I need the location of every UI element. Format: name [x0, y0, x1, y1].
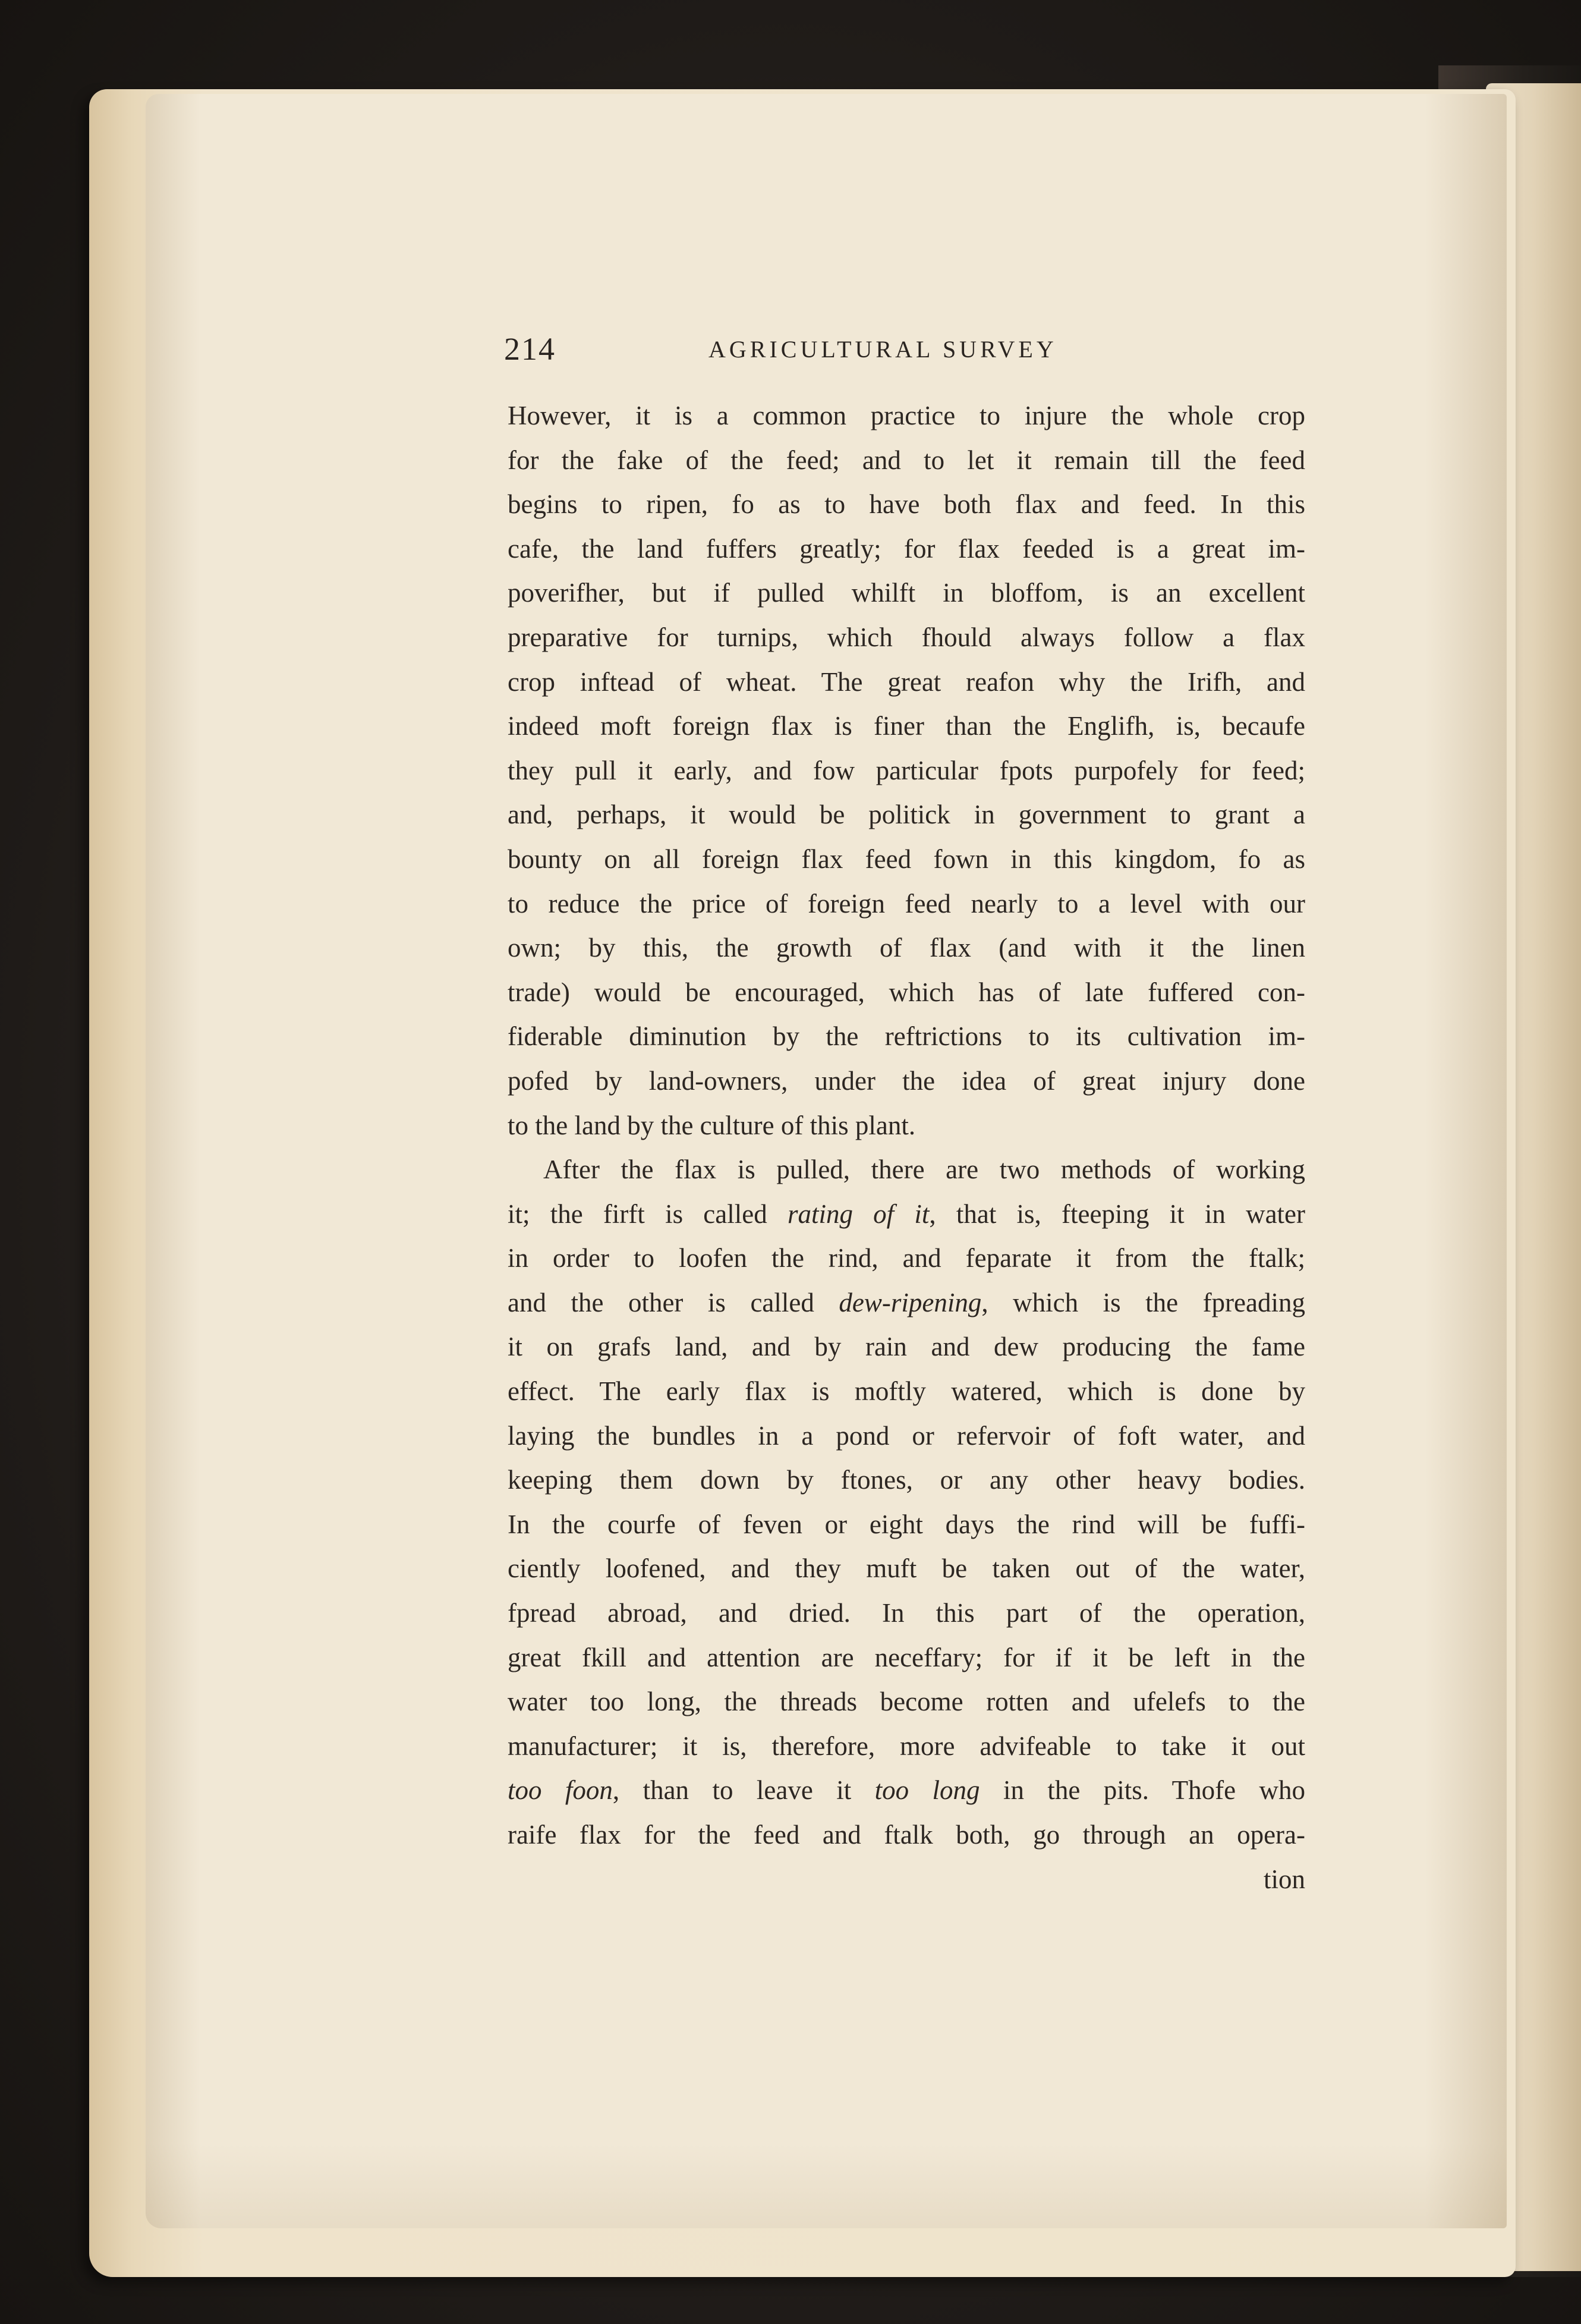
text-run: , which is the fpreading: [981, 1287, 1305, 1317]
text-line: After the flax is pulled, there are two methods of working: [543, 1155, 1305, 1185]
text-run: , than to leave it: [612, 1775, 875, 1806]
running-head: AGRICULTURAL SURVEY: [708, 336, 1057, 363]
paragraph-2: [508, 1147, 1305, 1901]
text-line: it on grafs land, and by rain and dew producing the fame: [508, 1332, 1305, 1362]
text-line: to reduce the price of foreign feed nearly to a level with our: [508, 888, 1305, 919]
text-run: in the pits. Thofe who: [980, 1775, 1305, 1806]
text-line: keeping them down by ftones, or any other heavy bodies.: [508, 1465, 1305, 1495]
italic-term: rating of it: [787, 1199, 930, 1229]
body-text: [508, 394, 1305, 1901]
paragraph-1: [508, 394, 1305, 1147]
text-line: great fkill and attention are neceffary; for if it be left in the: [508, 1642, 1305, 1672]
text-line: fiderable diminution by the reftrictions to its cultivation im-: [508, 1021, 1305, 1052]
text-line: [508, 1281, 1305, 1325]
text-line: poverifher, but if pulled whilft in bloffom, is an excellent: [508, 578, 1305, 608]
catchword: tion: [1263, 1864, 1305, 1894]
text-line: preparative for turnips, which fhould always follow a flax: [508, 622, 1305, 652]
page-number: 214: [504, 331, 556, 367]
text-line: in order to loofen the rind, and feparate it from the ftalk;: [508, 1243, 1305, 1273]
text-line: for the fake of the feed; and to let it remain till the feed: [508, 445, 1305, 475]
text-line: raife flax for the feed and ftalk both, go through an opera-: [508, 1820, 1305, 1850]
text-line: bounty on all foreign flax feed fown in this kingdom, fo as: [508, 844, 1305, 874]
text-line: crop inftead of wheat. The great reafon why the Irifh, and: [508, 666, 1305, 697]
text-line: and, perhaps, it would be politick in government to grant a: [508, 800, 1305, 830]
text-line: trade) would be encouraged, which has of late fuffered con-: [508, 977, 1305, 1007]
text-line: cafe, the land fuffers greatly; for flax feeded is a great im-: [508, 533, 1305, 564]
italic-term: dew-ripening: [839, 1287, 982, 1317]
text-line: they pull it early, and fow particular fpots purpofely for feed;: [508, 755, 1305, 785]
italic-term: too long: [874, 1775, 980, 1806]
text-line: However, it is a common practice to injure the whole crop: [508, 401, 1305, 430]
text-run: and the other is called: [508, 1287, 839, 1317]
page-header: [504, 328, 1312, 370]
text-line: effect. The early flax is moftly watered, which is done by: [508, 1376, 1305, 1407]
text-line: to the land by the culture of this plant.: [508, 1110, 916, 1140]
text-line: [508, 1192, 1305, 1237]
text-line: laying the bundles in a pond or refervoir of foft water, and: [508, 1420, 1305, 1451]
text-run: , that is, fteeping it in water: [929, 1199, 1306, 1229]
text-line: own; by this, the growth of flax (and with it the linen: [508, 933, 1305, 963]
text-line: manufacturer; it is, therefore, more advifeable to take it out: [508, 1731, 1305, 1761]
text-line: fpread abroad, and dried. In this part of the operation,: [508, 1598, 1305, 1628]
text-line: [508, 1768, 1305, 1813]
text-line: ciently loofened, and they muft be taken out of the water,: [508, 1553, 1305, 1584]
italic-term: too foon: [508, 1775, 613, 1806]
text-line: pofed by land-owners, under the idea of great injury done: [508, 1065, 1305, 1096]
text-line: begins to ripen, fo as to have both flax and feed. In this: [508, 489, 1305, 520]
text-run: it; the firft is called: [508, 1199, 788, 1229]
text-line: indeed moft foreign flax is finer than the Englifh, is, becaufe: [508, 711, 1305, 741]
text-line: In the courfe of feven or eight days the rind will be fuffi-: [508, 1509, 1305, 1539]
text-line: water too long, the threads become rotten and ufelefs to the: [508, 1687, 1305, 1717]
